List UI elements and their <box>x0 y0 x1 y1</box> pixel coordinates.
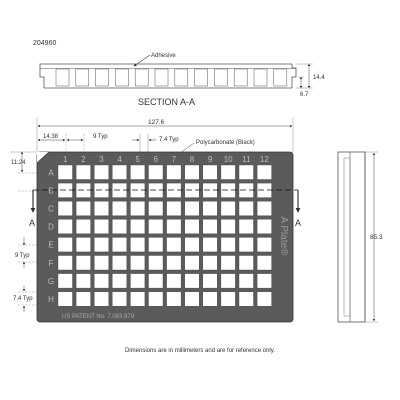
well-D6 <box>149 219 164 234</box>
first-row-label: 11.24 <box>11 160 26 166</box>
well-F7 <box>167 256 182 271</box>
row-label: C <box>48 204 54 214</box>
section-height-label: 14.4 <box>313 75 325 81</box>
column-label: 9 <box>207 155 213 164</box>
section-well <box>214 69 227 86</box>
well-D10 <box>221 219 236 234</box>
well-A7 <box>167 165 182 180</box>
well-F11 <box>239 256 254 271</box>
well-C8 <box>185 201 200 216</box>
well-F10 <box>221 256 236 271</box>
well-H2 <box>76 292 91 307</box>
well-E7 <box>167 237 182 252</box>
well-C11 <box>239 201 254 216</box>
part-number: 204960 <box>33 40 57 47</box>
well-G6 <box>149 274 164 289</box>
well-E4 <box>112 237 127 252</box>
well-G5 <box>130 274 145 289</box>
well-A4 <box>112 165 127 180</box>
well-G11 <box>239 274 254 289</box>
well-C12 <box>257 201 272 216</box>
brand-label: A Plate® <box>278 216 289 256</box>
well-H8 <box>185 292 200 307</box>
column-label: 4 <box>117 155 122 164</box>
well-G3 <box>94 274 109 289</box>
well-D8 <box>185 219 200 234</box>
column-label: 3 <box>99 155 104 164</box>
well-H5 <box>130 292 145 307</box>
material-label: Polycarbonate (Black) <box>196 140 255 146</box>
section-well <box>56 69 69 86</box>
well-E8 <box>185 237 200 252</box>
well-F4 <box>112 256 127 271</box>
well-A2 <box>76 165 91 180</box>
well-C10 <box>221 201 236 216</box>
well-B5 <box>130 183 145 198</box>
well-C5 <box>130 201 145 216</box>
well-E2 <box>76 237 91 252</box>
well-E6 <box>149 237 164 252</box>
well-H11 <box>239 292 254 307</box>
well-G8 <box>185 274 200 289</box>
column-label: 12 <box>259 155 269 164</box>
well-G10 <box>221 274 236 289</box>
well-B7 <box>167 183 182 198</box>
well-E9 <box>203 237 218 252</box>
well-D4 <box>112 219 127 234</box>
section-well <box>254 69 267 86</box>
well-D2 <box>76 219 91 234</box>
well-H4 <box>112 292 127 307</box>
well-B11 <box>239 183 254 198</box>
well-G2 <box>76 274 91 289</box>
well-D3 <box>94 219 109 234</box>
well-G9 <box>203 274 218 289</box>
well-E1 <box>58 237 73 252</box>
well-C3 <box>94 201 109 216</box>
row-label: B <box>48 186 54 196</box>
column-label: 1 <box>63 155 68 164</box>
well-F5 <box>130 256 145 271</box>
footnote: Dimensions are in millimeters and are for reference only. <box>125 348 275 354</box>
well-E11 <box>239 237 254 252</box>
well-F3 <box>94 256 109 271</box>
well-C2 <box>76 201 91 216</box>
well-height-label: 7.4 Typ <box>13 296 33 302</box>
well-A3 <box>94 165 109 180</box>
well-B12 <box>257 183 272 198</box>
row-label: F <box>48 258 54 268</box>
first-column-label: 14.38 <box>43 134 59 140</box>
well-G12 <box>257 274 272 289</box>
well-H6 <box>149 292 164 307</box>
section-depth-label: 6.7 <box>300 92 309 98</box>
well-B4 <box>112 183 127 198</box>
well-H9 <box>203 292 218 307</box>
well-E5 <box>130 237 145 252</box>
well-H3 <box>94 292 109 307</box>
row-label: G <box>47 276 55 286</box>
column-label: 10 <box>223 155 233 164</box>
row-label: E <box>48 240 54 250</box>
column-label: 2 <box>81 155 86 164</box>
well-H7 <box>167 292 182 307</box>
well-D9 <box>203 219 218 234</box>
well-B9 <box>203 183 218 198</box>
section-well <box>175 69 188 86</box>
well-B10 <box>221 183 236 198</box>
section-well <box>115 69 128 86</box>
well-D5 <box>130 219 145 234</box>
well-B6 <box>149 183 164 198</box>
plate-side-view <box>338 152 383 322</box>
column-pitch-label: 9 Typ <box>93 134 108 140</box>
row-label: A <box>48 168 54 178</box>
well-F12 <box>257 256 272 271</box>
section-well <box>96 69 109 86</box>
well-E12 <box>257 237 272 252</box>
row-label: H <box>48 294 54 304</box>
column-label: 11 <box>242 155 251 164</box>
well-B2 <box>76 183 91 198</box>
well-C1 <box>58 201 73 216</box>
row-label: D <box>48 222 54 232</box>
well-A10 <box>221 165 236 180</box>
patent-label: US PATENT No. 7,063,979 <box>62 314 135 320</box>
well-D12 <box>257 219 272 234</box>
well-B3 <box>94 183 109 198</box>
section-well <box>135 69 148 86</box>
section-well <box>234 69 247 86</box>
section-well <box>76 69 89 86</box>
section-view <box>40 53 325 107</box>
well-G7 <box>167 274 182 289</box>
plate-body <box>37 152 293 322</box>
column-label: 7 <box>171 155 177 164</box>
well-D7 <box>167 219 182 234</box>
well-E10 <box>221 237 236 252</box>
well-C9 <box>203 201 218 216</box>
plate-top-view <box>37 152 293 322</box>
well-A12 <box>257 165 272 180</box>
well-H1 <box>58 292 73 307</box>
well-C7 <box>167 201 182 216</box>
adhesive-label: Adhesive <box>151 53 176 59</box>
well-F1 <box>58 256 73 271</box>
well-B8 <box>185 183 200 198</box>
well-F2 <box>76 256 91 271</box>
well-A5 <box>130 165 145 180</box>
row-pitch-label: 9 Typ <box>15 253 30 259</box>
section-marker-left: A <box>29 218 36 228</box>
well-B1 <box>58 183 73 198</box>
column-label: 6 <box>153 155 158 164</box>
section-well <box>195 69 208 86</box>
well-F9 <box>203 256 218 271</box>
well-F6 <box>149 256 164 271</box>
well-A6 <box>149 165 164 180</box>
well-D1 <box>58 219 73 234</box>
well-width-label: 7.4 Typ <box>159 137 179 143</box>
well-G1 <box>58 274 73 289</box>
plate-width-label: 127.6 <box>148 119 165 126</box>
well-C4 <box>112 201 127 216</box>
plate-height-label: 85.3 <box>370 234 383 241</box>
well-E3 <box>94 237 109 252</box>
section-well <box>274 69 287 86</box>
well-A1 <box>58 165 73 180</box>
section-marker-right: A <box>295 218 302 228</box>
section-well <box>155 69 168 86</box>
well-H12 <box>257 292 272 307</box>
well-A8 <box>185 165 200 180</box>
well-A11 <box>239 165 254 180</box>
column-label: 5 <box>135 155 140 164</box>
well-C6 <box>149 201 164 216</box>
well-D11 <box>239 219 254 234</box>
section-title: SECTION A-A <box>138 97 196 107</box>
column-label: 8 <box>189 155 195 164</box>
well-F8 <box>185 256 200 271</box>
well-G4 <box>112 274 127 289</box>
well-H10 <box>221 292 236 307</box>
well-A9 <box>203 165 218 180</box>
